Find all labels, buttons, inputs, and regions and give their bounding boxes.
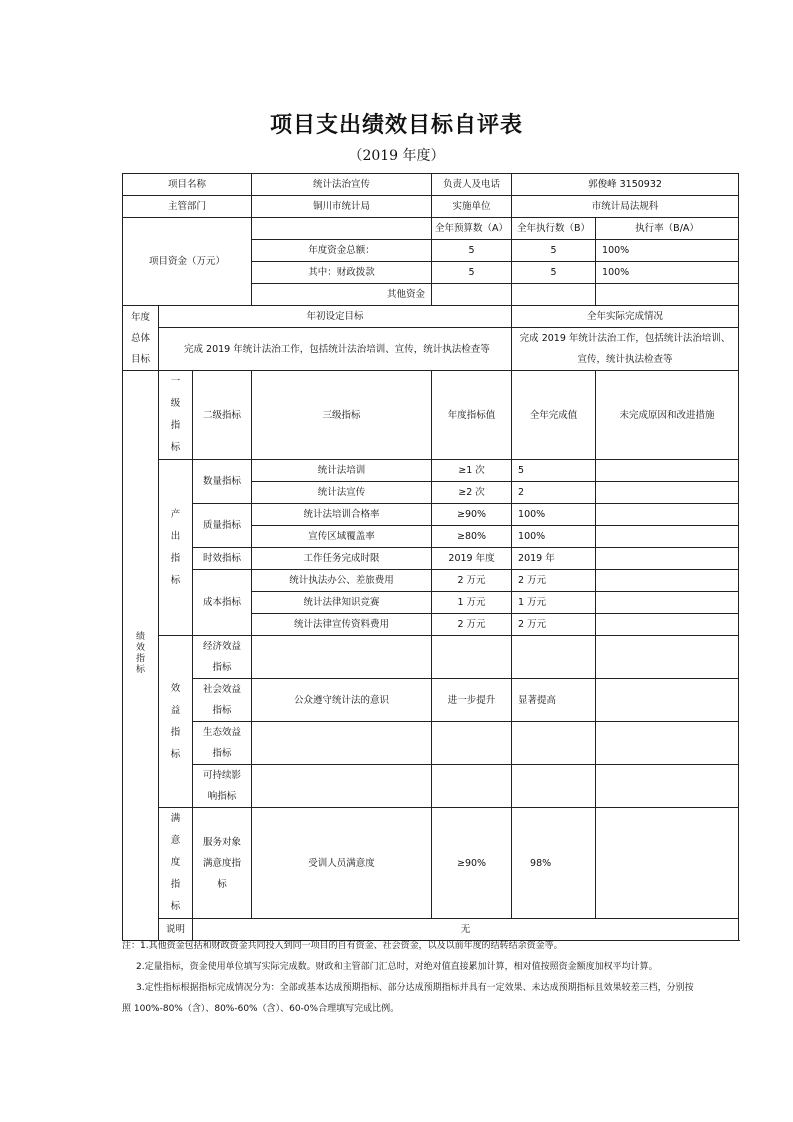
funds-corner [252,218,432,240]
effect-l3-cell: 公众遵守统计法的意识 [252,679,432,722]
output-actual-cell: 2 [512,482,596,504]
overall-actual-header: 全年实际完成情况 [512,306,739,328]
output-target-cell: ≥1 次 [432,460,512,482]
effect-l3-cell [252,636,432,679]
output-actual-cell: 100% [512,504,596,526]
perf-actual-header: 全年完成值 [512,371,596,460]
funds-row-budget: 5 [432,262,512,284]
footnote-3-cont: 照 100%-80%（含）、80%-60%（含）、60-0%合理填写完成比例。 [122,1004,400,1014]
output-actual-cell: 1 万元 [512,592,596,614]
output-reason-cell [596,460,739,482]
effect-l2-cell: 生态效益 指标 [193,722,252,765]
perf-level3-header: 三级指标 [252,371,432,460]
dept-value: 铜川市统计局 [252,196,432,218]
effect-actual-cell [512,722,596,765]
satisfaction-l2-cell: 服务对象 满意度指 标 [193,808,252,919]
footnote-2: 2.定量指标，资金使用单位填写实际完成数。财政和主管部门汇总时，对绝对值直接累加计算，相对值按照资金额度加权平均计算。 [136,962,658,972]
effect-target-cell [432,722,512,765]
effect-reason-cell [596,722,739,765]
perf-reason-header: 未完成原因和改进措施 [596,371,739,460]
remark-value: 无 [193,919,739,941]
effect-target-cell [432,636,512,679]
output-reason-cell [596,548,739,570]
output-actual-cell: 5 [512,460,596,482]
output-target-cell: 1 万元 [432,592,512,614]
impl-value: 市统计局法规科 [512,196,739,218]
output-l2-cell: 成本指标 [193,570,252,636]
perf-target-header: 年度指标值 [432,371,512,460]
effect-l2-cell: 社会效益 指标 [193,679,252,722]
funds-row-exec [512,284,596,306]
funds-exec-header: 全年执行数（B） [512,218,596,240]
perf-level1-header: 一级指标 [159,371,193,460]
output-actual-cell: 2 万元 [512,614,596,636]
overall-actual-text: 完成 2019 年统计法治工作，包括统计法治培训、宣传，统计执法检查等 [512,328,739,371]
output-actual-cell: 2019 年 [512,548,596,570]
satisfaction-l3-cell: 受训人员满意度 [252,808,432,919]
perf-level2-header: 二级指标 [193,371,252,460]
output-l2-cell: 数量指标 [193,460,252,504]
overall-goal-label: 年度 总体 目标 [123,306,159,371]
satisfaction-indicator-label: 满意度指标 [159,808,193,919]
satisfaction-actual-cell: 98% [512,808,596,919]
output-reason-cell [596,526,739,548]
funds-rate-header: 执行率（B/A） [596,218,739,240]
effect-actual-cell: 显著提高 [512,679,596,722]
output-actual-cell: 100% [512,526,596,548]
output-indicator-label: 产出指标 [159,460,193,636]
effect-reason-cell [596,765,739,808]
funds-row-label: 其他资金 [252,284,432,306]
output-l3-cell: 统计法培训 [252,460,432,482]
output-l3-cell: 统计法培训合格率 [252,504,432,526]
output-l3-cell: 统计法宣传 [252,482,432,504]
satisfaction-target-cell: ≥90% [432,808,512,919]
effect-reason-cell [596,679,739,722]
funds-row-rate: 100% [596,240,739,262]
output-target-cell: 2 万元 [432,614,512,636]
effect-l3-cell [252,765,432,808]
output-reason-cell [596,482,739,504]
funds-row-exec: 5 [512,262,596,284]
overall-initial-header: 年初设定目标 [159,306,512,328]
remark-label: 说明 [159,919,193,941]
satisfaction-reason-cell [596,808,739,919]
impl-label: 实施单位 [432,196,512,218]
project-name-label: 项目名称 [123,174,252,196]
output-l3-cell: 统计法律宣传资料费用 [252,614,432,636]
contact-label: 负责人及电话 [432,174,512,196]
perf-label: 绩效指标 [123,371,159,941]
funds-budget-header: 全年预算数（A） [432,218,512,240]
effect-actual-cell [512,636,596,679]
form-title: 项目支出绩效目标自评表 [269,113,523,138]
output-reason-cell [596,570,739,592]
effect-target-cell [432,765,512,808]
funds-row-rate: 100% [596,262,739,284]
funds-row-exec: 5 [512,240,596,262]
funds-label: 项目资金（万元） [123,218,252,306]
self-evaluation-table [122,173,739,941]
dept-label: 主管部门 [123,196,252,218]
output-l3-cell: 宣传区域覆盖率 [252,526,432,548]
effect-l2-cell: 经济效益 指标 [193,636,252,679]
output-target-cell: 2 万元 [432,570,512,592]
project-name-value: 统计法治宣传 [252,174,432,196]
effect-target-cell: 进一步提升 [432,679,512,722]
footnote-3: 3.定性指标根据指标完成情况分为：全部或基本达成预期指标、部分达成预期指标并具有一定效果、未达成预期指标且效果较差三档，分别按 [136,983,694,993]
funds-row-label: 其中：财政拨款 [252,262,432,284]
funds-row-rate [596,284,739,306]
output-reason-cell [596,614,739,636]
output-target-cell: 2019 年度 [432,548,512,570]
output-target-cell: ≥90% [432,504,512,526]
output-l3-cell: 工作任务完成时限 [252,548,432,570]
effect-l2-cell: 可持续影 响指标 [193,765,252,808]
contact-value: 郭俊峰 3150932 [512,174,739,196]
funds-row-label: 年度资金总额： [252,240,432,262]
output-l3-cell: 统计执法办公、差旅费用 [252,570,432,592]
funds-row-budget: 5 [432,240,512,262]
output-l2-cell: 质量指标 [193,504,252,548]
effect-reason-cell [596,636,739,679]
effect-actual-cell [512,765,596,808]
output-actual-cell: 2 万元 [512,570,596,592]
funds-row-budget [432,284,512,306]
output-target-cell: ≥2 次 [432,482,512,504]
effect-l3-cell [252,722,432,765]
footnotes [122,936,742,1020]
output-target-cell: ≥80% [432,526,512,548]
form-year: （2019 年度） [348,148,445,164]
output-l3-cell: 统计法律知识竞赛 [252,592,432,614]
output-reason-cell [596,592,739,614]
output-reason-cell [596,504,739,526]
overall-initial-text: 完成 2019 年统计法治工作，包括统计法治培训、宣传，统计执法检查等 [159,328,512,371]
effect-indicator-label: 效益指标 [159,636,193,808]
footnote-1: 注：1.其他资金包括和财政资金共同投入到同一项目的自有资金、社会资金，以及以前年度的结转结余资金等。 [122,941,563,951]
output-l2-cell: 时效指标 [193,548,252,570]
